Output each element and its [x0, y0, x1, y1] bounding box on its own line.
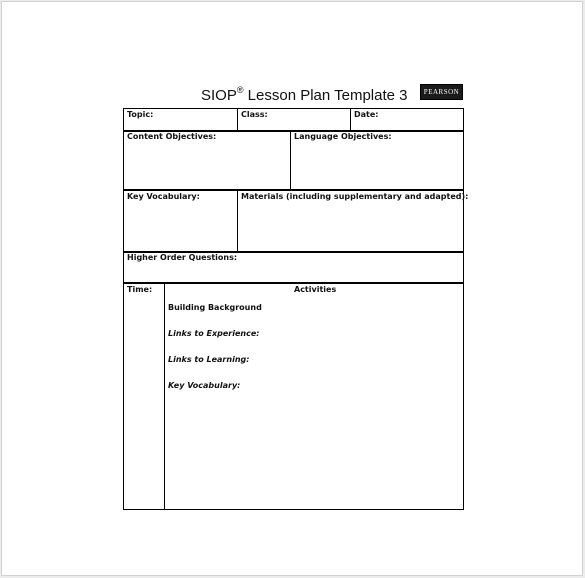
form-row-topic	[123, 108, 464, 132]
date-label: Date:	[354, 110, 379, 119]
document-page	[1, 1, 583, 576]
higher-order-questions-label: Higher Order Questions:	[127, 253, 238, 262]
form-row-activities	[123, 282, 464, 510]
logo-text: PEARSON	[423, 88, 460, 96]
key-vocabulary-label: Key Vocabulary:	[127, 192, 200, 201]
title-siop: SIOP	[201, 87, 237, 104]
links-experience-label: Links to Experience:	[168, 329, 260, 338]
materials-label: Materials (including supplementary and adapted):	[241, 192, 469, 201]
pearson-logo	[420, 84, 463, 100]
activities-key-vocabulary-label: Key Vocabulary:	[168, 381, 241, 390]
class-label: Class:	[241, 110, 268, 119]
divider	[237, 108, 238, 132]
building-background-label: Building Background	[168, 303, 262, 312]
divider	[237, 189, 238, 253]
links-learning-label: Links to Learning:	[168, 355, 250, 364]
language-objectives-label: Language Objectives:	[294, 132, 392, 141]
time-label: Time:	[127, 285, 153, 294]
document-title	[201, 82, 408, 105]
divider	[164, 282, 165, 510]
title-rest: Lesson Plan Template 3	[243, 87, 408, 104]
topic-label: Topic:	[127, 110, 154, 119]
divider	[290, 130, 291, 191]
activities-label: Activities	[294, 285, 337, 294]
divider	[350, 108, 351, 132]
content-objectives-label: Content Objectives:	[127, 132, 217, 141]
registered-mark: ®	[236, 85, 244, 95]
